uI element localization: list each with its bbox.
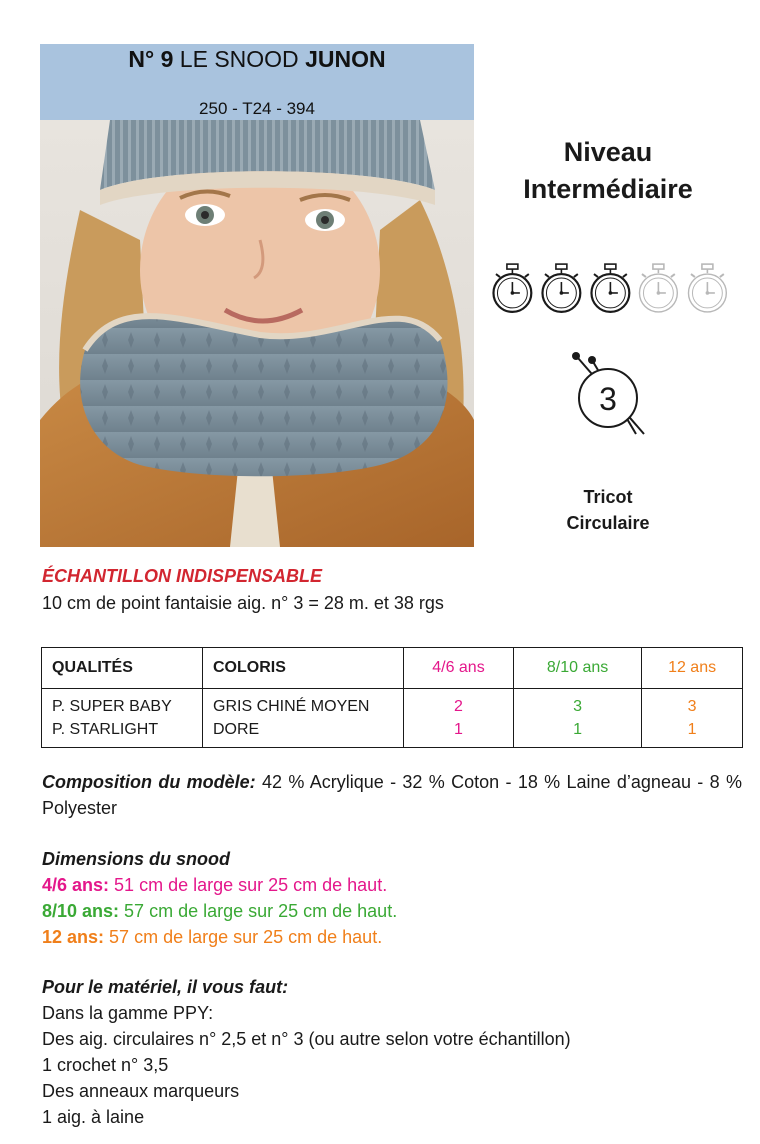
dimension-size-4-6 [42, 872, 387, 898]
sample-heading: ÉCHANTILLON INDISPENSABLE [42, 566, 323, 586]
technique-line2: Circulaire [566, 513, 650, 533]
col-size-4-6: 4/6 ans [404, 648, 514, 689]
dimension-size-8-10 [42, 898, 397, 924]
material-item: 1 aig. à laine [42, 1107, 145, 1127]
qty-2-size-4-6: 1 [454, 721, 463, 738]
stopwatch-icon-filled [586, 262, 635, 314]
stopwatch-icon-filled [488, 262, 537, 314]
material-heading: Pour le matériel, il vous faut: [42, 977, 289, 997]
dimension-text: 51 cm de large sur 25 cm de haut. [109, 875, 388, 895]
needle-size-icon [568, 350, 654, 440]
stopwatch-icon-empty [683, 262, 732, 314]
technique-line1: Tricot [583, 487, 633, 507]
dimension-size-label: 8/10 ans: [42, 901, 120, 921]
table-header-row [42, 648, 743, 689]
technique [530, 484, 686, 536]
material-item: Des aig. circulaires n° 2,5 et n° 3 (ou autre selon votre échantillon) [42, 1029, 571, 1049]
material-item: Des anneaux marqueurs [42, 1081, 240, 1101]
pattern-name: LE SNOOD [179, 46, 299, 72]
yarn-table [41, 647, 743, 748]
material-item: 1 crochet n° 3,5 [42, 1055, 169, 1075]
dimension-text: 57 cm de large sur 25 cm de haut. [119, 901, 398, 921]
difficulty-rating [488, 262, 732, 314]
qty-1-size-4-6: 2 [454, 698, 463, 715]
qty-1-size-12: 3 [687, 698, 697, 715]
difficulty-level [480, 134, 736, 208]
stopwatch-icon-empty [634, 262, 683, 314]
quality-1: P. SUPER BABY [52, 698, 172, 715]
pattern-number: N° 9 [128, 46, 174, 72]
dimension-text: 57 cm de large sur 25 cm de haut. [104, 927, 383, 947]
dimension-size-label: 12 ans: [42, 927, 105, 947]
size-4-6-cell [404, 689, 514, 748]
qty-2-size-8-10: 1 [573, 721, 582, 738]
quality-cell [42, 689, 203, 748]
table-row [42, 689, 743, 748]
col-qualities: QUALITÉS [42, 648, 203, 689]
color-1: GRIS CHINÉ MOYEN [213, 698, 370, 715]
color-2: DORE [213, 721, 260, 738]
col-colors: COLORIS [203, 648, 404, 689]
dimension-size-12 [42, 924, 382, 950]
quality-2: P. STARLIGHT [52, 721, 159, 738]
qty-1-size-8-10: 3 [573, 698, 582, 715]
pattern-title [40, 46, 474, 73]
pattern-reference: 250 - T24 - 394 [199, 99, 315, 118]
size-12-cell [642, 689, 743, 748]
needle-size-value: 3 [599, 381, 617, 417]
color-cell [203, 689, 404, 748]
col-size-12: 12 ans [642, 648, 743, 689]
material-item: Dans la gamme PPY: [42, 1003, 214, 1023]
pattern-name-bold: JUNON [305, 46, 386, 72]
model-photo [40, 120, 474, 547]
size-8-10-cell [513, 689, 641, 748]
composition-label: Composition du modèle: [42, 772, 256, 792]
composition-text: 42 % Acrylique - 32 % Coton - 18 % Laine d’agneau - 8 % Polyester [42, 772, 742, 818]
difficulty-value: Intermédiaire [523, 174, 693, 204]
child-snood-illustration [40, 120, 474, 547]
difficulty-label: Niveau [563, 137, 653, 167]
col-size-8-10: 8/10 ans [513, 648, 641, 689]
sample-text: 10 cm de point fantaisie aig. n° 3 = 28 m. et 38 rgs [42, 593, 444, 613]
composition [42, 769, 742, 821]
qty-2-size-12: 1 [687, 721, 697, 738]
dimension-size-label: 4/6 ans: [42, 875, 110, 895]
dimensions-heading: Dimensions du snood [42, 849, 231, 869]
stopwatch-icon-filled [537, 262, 586, 314]
